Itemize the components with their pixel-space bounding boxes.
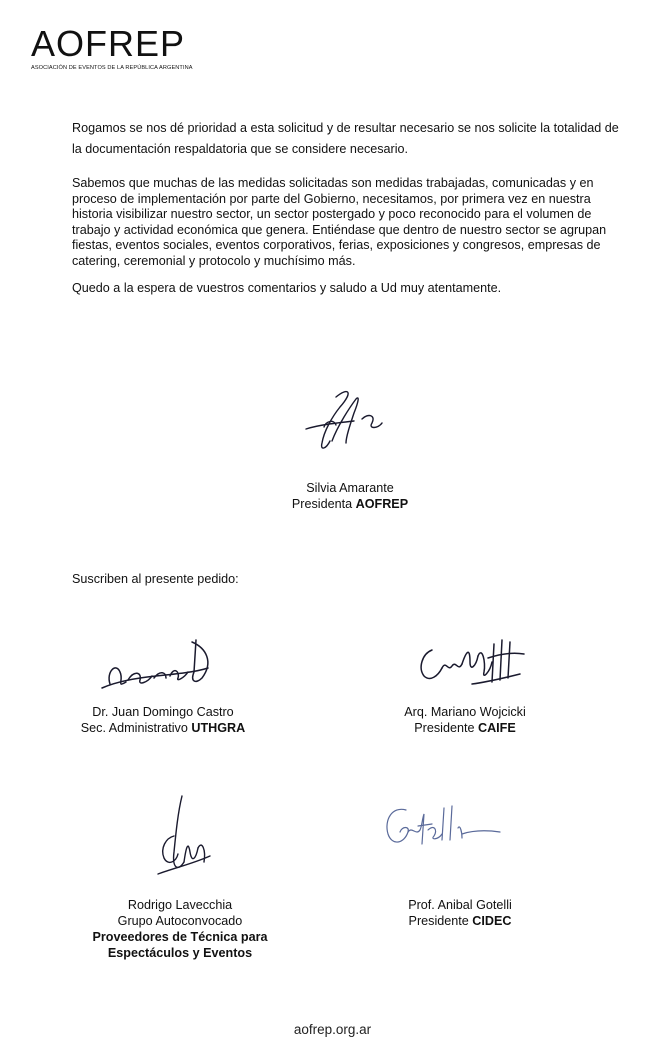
main-signer-org: AOFREP [355,497,409,511]
signer-role: Presidente [414,721,475,735]
main-signer-block [220,480,480,512]
signer-block-castro [48,704,278,736]
signer-title [360,720,570,736]
main-signer-role: Presidenta [291,497,353,511]
signer-title [350,913,570,929]
signature-anibal-gotelli [378,800,514,858]
subscribe-label: Suscriben al presente pedido: [72,572,239,586]
paragraph-closing: Quedo a la espera de vuestros comentarios y saludo a Ud muy atentamente. [72,281,502,295]
main-signer-name: Silvia Amarante [306,481,394,495]
signer-org-line1 [60,929,300,945]
signer-name: Rodrigo Lavecchia [127,898,233,912]
signer-block-gotelli [350,897,570,929]
signer-org: UTHGRA [191,721,246,735]
footer-website: aofrep.org.ar [293,1022,372,1037]
signer-org: Espectáculos y Eventos [107,946,253,960]
signer-role: Sec. Administrativo [80,721,188,735]
signature-mariano-wojcicki [412,632,530,694]
paragraph-priority: Rogamos se nos dé prioridad a esta solicitud y de resultar necesario se nos solicite la totalidad de la documentación respaldatoria que se considere necesario. [72,121,619,156]
signer-block-lavecchia [60,897,300,961]
signer-title [48,720,278,736]
signer-org: CIDEC [472,914,512,928]
signer-name: Prof. Anibal Gotelli [408,898,512,912]
signer-org: Proveedores de Técnica para [92,930,268,944]
signature-silvia-amarante [296,385,396,457]
signer-name: Dr. Juan Domingo Castro [92,705,234,719]
signature-rodrigo-lavecchia [148,792,218,882]
signer-block-wojcicki [360,704,570,736]
header-logo [31,23,193,71]
signer-role: Grupo Autoconvocado [117,914,243,928]
signer-org: CAIFE [477,721,516,735]
signature-juan-domingo-castro [96,632,216,698]
signer-name: Arq. Mariano Wojcicki [404,705,526,719]
main-signer-title [220,496,480,512]
logo-text: AOFREP [31,23,186,64]
paragraph-sector: Sabemos que muchas de las medidas solicitadas son medidas trabajadas, comunicadas y en proceso de implementación por parte del Gobierno, necesitamos, por primera vez en nuestra historia visibilizar nuestro sector, un sector postergado y poco reconocido para el volumen de trabajo y actividad económica que genera. Entiéndase que dentro de nuestro sector se agrupan fiestas, eventos sociales, eventos corporativos, ferias, exposiciones y congresos, empresas de catering, ceremonial y protocolo y muchísimo más. [72,176,607,268]
logo-subtitle: ASOCIACIÓN DE EVENTOS DE LA REPÚBLICA ARGENTINA [31,65,193,71]
signer-role: Presidente [408,914,469,928]
signer-org-line2 [60,945,300,961]
